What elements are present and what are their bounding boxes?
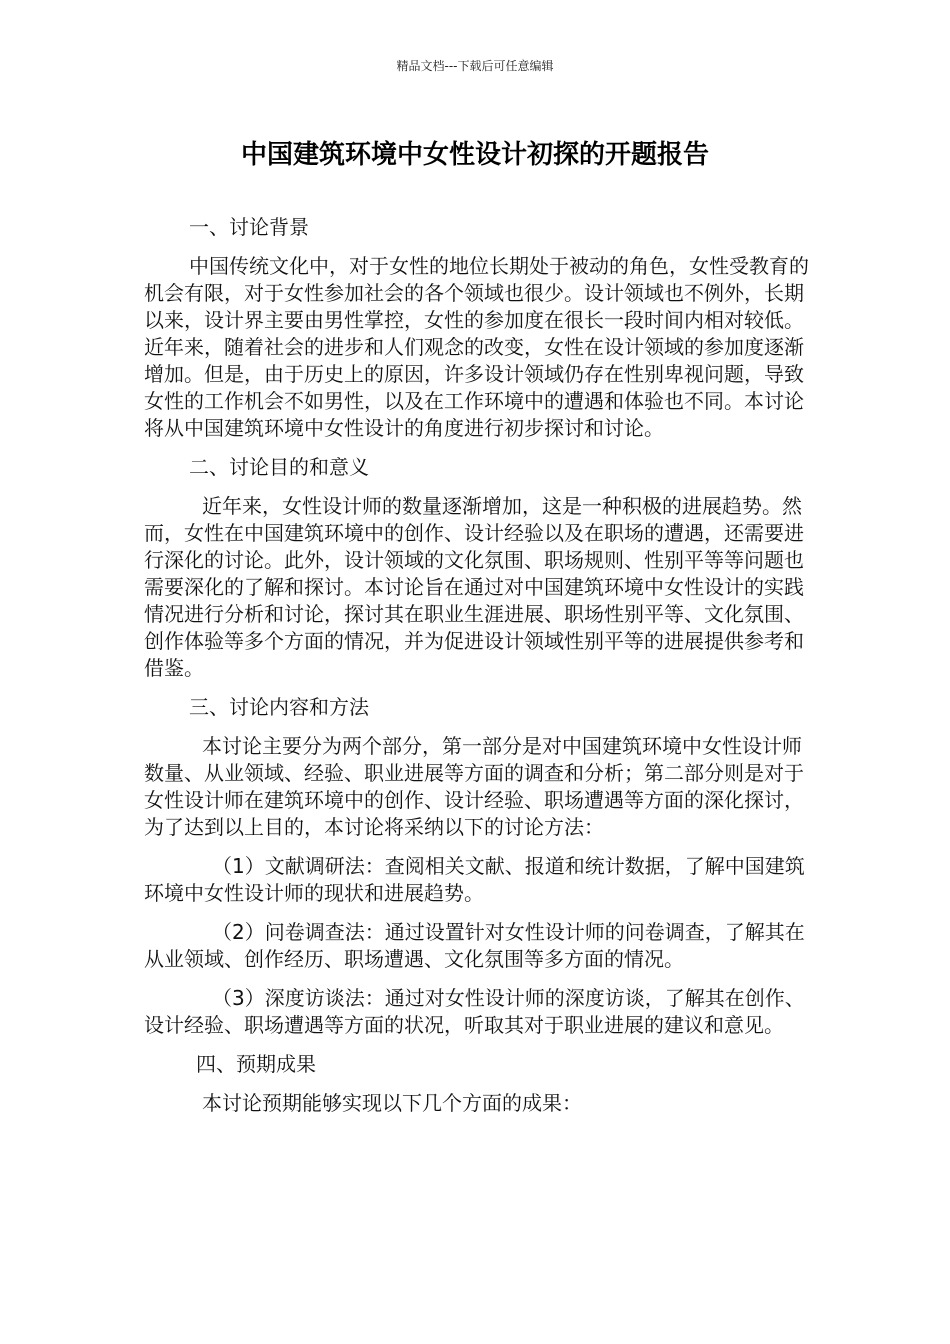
- document-body: [144, 214, 810, 1117]
- section-heading-methods: 三、讨论内容和方法: [189, 695, 369, 719]
- document-title: 中国建筑环境中女性设计初探的开题报告: [240, 140, 709, 170]
- header-note: 精品文档---下载后可任意编辑: [396, 59, 554, 73]
- section-heading-outcomes: 四、预期成果: [196, 1052, 316, 1076]
- paragraph-method-interview: （3）深度访谈法：通过对女性设计师的深度访谈，了解其在创作、设计经验、职场遭遇等方面的状况，听取其对于职业进展的建议和意见。: [144, 986, 805, 1037]
- section-heading-background: 一、讨论背景: [189, 215, 309, 239]
- paragraph-method-literature: （1）文献调研法：查阅相关文献、报道和统计数据，了解中国建筑环境中女性设计师的现状和进展趋势。: [144, 854, 805, 905]
- paragraph-purpose: 近年来，女性设计师的数量逐渐增加，这是一种积极的进展趋势。然而，女性在中国建筑环境中的创作、设计经验以及在职场的遭遇，还需要进行深化的讨论。此外，设计领域的文化氛围、职场规则、性别平等等问题也需要深化的了解和探讨。本讨论旨在通过对中国建筑环境中女性设计的实践情况进行分析和讨论，探讨其在职业生涯进展、职场性别平等、文化氛围、创作体验等多个方面的情况，并为促进设计领域性别平等的进展提供参考和借鉴。: [144, 494, 804, 680]
- paragraph-method-survey: （2）问卷调查法：通过设置针对女性设计师的问卷调查，了解其在从业领域、创作经历、职场遭遇、文化氛围等多方面的情况。: [144, 920, 805, 971]
- paragraph-methods-intro: 本讨论主要分为两个部分，第一部分是对中国建筑环境中女性设计师数量、从业领域、经验、职业进展等方面的调查和分析；第二部分则是对于女性设计师在建筑环境中的创作、设计经验、职场遭遇等方面的深化探讨，为了达到以上目的，本讨论将采纳以下的讨论方法：: [144, 734, 804, 839]
- paragraph-background: 中国传统文化中，对于女性的地位长期处于被动的角色，女性受教育的机会有限，对于女性参加社会的各个领域也很少。设计领域也不例外，长期以来，设计界主要由男性掌控，女性的参加度在很长一段时间内相对较低。近年来，随着社会的进步和人们观念的改变，女性在设计领域的参加度逐渐增加。但是，由于历史上的原因，许多设计领域仍存在性别卑视问题，导致女性的工作机会不如男性，以及在工作环境中的遭遇和体验也不同。本讨论将从中国建筑环境中女性设计的角度进行初步探讨和讨论。: [144, 254, 809, 440]
- paragraph-outcomes-intro: 本讨论预期能够实现以下几个方面的成果：: [202, 1091, 582, 1115]
- section-heading-purpose: 二、讨论目的和意义: [189, 455, 369, 479]
